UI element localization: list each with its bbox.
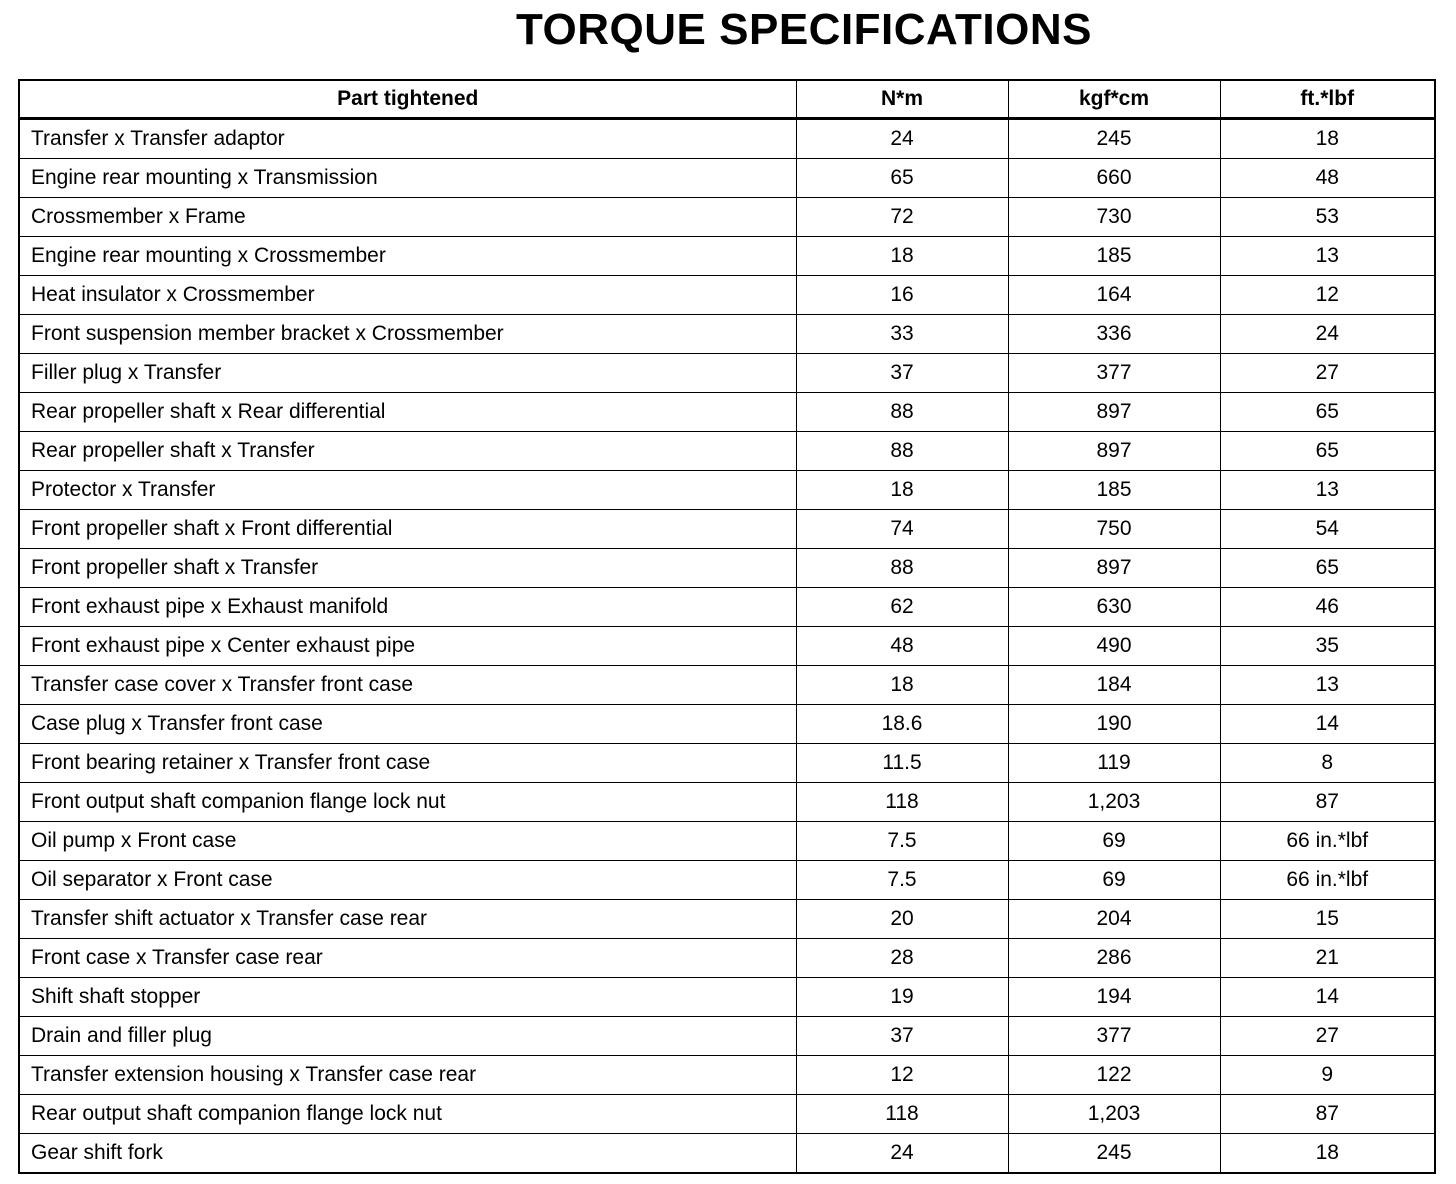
table-row: [19, 666, 1435, 705]
kgf-cm-cell: 122: [1008, 1056, 1220, 1095]
nm-cell: 118: [796, 1095, 1008, 1134]
kgf-cm-cell: 245: [1008, 119, 1220, 159]
kgf-cm-cell: 750: [1008, 510, 1220, 549]
ft-lbf-cell: 8: [1220, 744, 1435, 783]
nm-cell: 28: [796, 939, 1008, 978]
table-header: [19, 80, 1435, 119]
part-cell: Drain and filler plug: [19, 1017, 796, 1056]
kgf-cm-cell: 185: [1008, 237, 1220, 276]
ft-lbf-cell: 21: [1220, 939, 1435, 978]
nm-cell: 118: [796, 783, 1008, 822]
nm-cell: 88: [796, 393, 1008, 432]
nm-cell: 88: [796, 432, 1008, 471]
part-cell: Case plug x Transfer front case: [19, 705, 796, 744]
table-row: [19, 900, 1435, 939]
part-cell: Transfer extension housing x Transfer case rear: [19, 1056, 796, 1095]
part-cell: Heat insulator x Crossmember: [19, 276, 796, 315]
ft-lbf-cell: 54: [1220, 510, 1435, 549]
table-row: [19, 237, 1435, 276]
table-row: [19, 510, 1435, 549]
kgf-cm-cell: 730: [1008, 198, 1220, 237]
part-cell: Transfer case cover x Transfer front case: [19, 666, 796, 705]
part-cell: Filler plug x Transfer: [19, 354, 796, 393]
nm-cell: 33: [796, 315, 1008, 354]
part-cell: Transfer shift actuator x Transfer case rear: [19, 900, 796, 939]
kgf-cm-cell: 194: [1008, 978, 1220, 1017]
ft-lbf-cell: 13: [1220, 471, 1435, 510]
ft-lbf-cell: 87: [1220, 783, 1435, 822]
part-cell: Engine rear mounting x Transmission: [19, 159, 796, 198]
table-row: [19, 198, 1435, 237]
nm-cell: 16: [796, 276, 1008, 315]
nm-cell: 19: [796, 978, 1008, 1017]
ft-lbf-cell: 65: [1220, 549, 1435, 588]
table-row: [19, 783, 1435, 822]
ft-lbf-cell: 9: [1220, 1056, 1435, 1095]
kgf-cm-cell: 897: [1008, 432, 1220, 471]
nm-cell: 37: [796, 354, 1008, 393]
kgf-cm-cell: 490: [1008, 627, 1220, 666]
table-row: [19, 354, 1435, 393]
part-cell: Oil separator x Front case: [19, 861, 796, 900]
header-nm: N*m: [796, 80, 1008, 119]
kgf-cm-cell: 190: [1008, 705, 1220, 744]
table-row: [19, 939, 1435, 978]
table-row: [19, 978, 1435, 1017]
ft-lbf-cell: 48: [1220, 159, 1435, 198]
nm-cell: 74: [796, 510, 1008, 549]
kgf-cm-cell: 184: [1008, 666, 1220, 705]
nm-cell: 18: [796, 471, 1008, 510]
part-cell: Crossmember x Frame: [19, 198, 796, 237]
ft-lbf-cell: 53: [1220, 198, 1435, 237]
nm-cell: 11.5: [796, 744, 1008, 783]
ft-lbf-cell: 12: [1220, 276, 1435, 315]
ft-lbf-cell: 66 in.*lbf: [1220, 861, 1435, 900]
ft-lbf-cell: 65: [1220, 393, 1435, 432]
table-row: [19, 705, 1435, 744]
nm-cell: 7.5: [796, 861, 1008, 900]
table-row: [19, 549, 1435, 588]
part-cell: Front case x Transfer case rear: [19, 939, 796, 978]
kgf-cm-cell: 897: [1008, 549, 1220, 588]
part-cell: Oil pump x Front case: [19, 822, 796, 861]
page-title: TORQUE SPECIFICATIONS: [515, 5, 1093, 54]
kgf-cm-cell: 185: [1008, 471, 1220, 510]
nm-cell: 18: [796, 666, 1008, 705]
table-row: [19, 627, 1435, 666]
nm-cell: 24: [796, 1134, 1008, 1174]
nm-cell: 18: [796, 237, 1008, 276]
part-cell: Front propeller shaft x Front differential: [19, 510, 796, 549]
ft-lbf-cell: 18: [1220, 1134, 1435, 1174]
header-ft-lbf: ft.*lbf: [1220, 80, 1435, 119]
ft-lbf-cell: 27: [1220, 354, 1435, 393]
nm-cell: 24: [796, 119, 1008, 159]
kgf-cm-cell: 164: [1008, 276, 1220, 315]
part-cell: Protector x Transfer: [19, 471, 796, 510]
nm-cell: 7.5: [796, 822, 1008, 861]
table-body: [19, 119, 1435, 1174]
part-cell: Transfer x Transfer adaptor: [19, 119, 796, 159]
ft-lbf-cell: 35: [1220, 627, 1435, 666]
nm-cell: 88: [796, 549, 1008, 588]
ft-lbf-cell: 13: [1220, 666, 1435, 705]
part-cell: Rear propeller shaft x Transfer: [19, 432, 796, 471]
nm-cell: 65: [796, 159, 1008, 198]
nm-cell: 48: [796, 627, 1008, 666]
table-row: [19, 119, 1435, 159]
part-cell: Shift shaft stopper: [19, 978, 796, 1017]
kgf-cm-cell: 286: [1008, 939, 1220, 978]
ft-lbf-cell: 87: [1220, 1095, 1435, 1134]
kgf-cm-cell: 1,203: [1008, 1095, 1220, 1134]
nm-cell: 62: [796, 588, 1008, 627]
header-row: [19, 80, 1435, 119]
ft-lbf-cell: 14: [1220, 978, 1435, 1017]
table-row: [19, 432, 1435, 471]
table-row: [19, 159, 1435, 198]
table-row: [19, 861, 1435, 900]
kgf-cm-cell: 119: [1008, 744, 1220, 783]
nm-cell: 37: [796, 1017, 1008, 1056]
table-row: [19, 588, 1435, 627]
kgf-cm-cell: 660: [1008, 159, 1220, 198]
ft-lbf-cell: 66 in.*lbf: [1220, 822, 1435, 861]
table-row: [19, 744, 1435, 783]
kgf-cm-cell: 1,203: [1008, 783, 1220, 822]
kgf-cm-cell: 69: [1008, 822, 1220, 861]
ft-lbf-cell: 24: [1220, 315, 1435, 354]
part-cell: Front output shaft companion flange lock nut: [19, 783, 796, 822]
kgf-cm-cell: 204: [1008, 900, 1220, 939]
table-row: [19, 1017, 1435, 1056]
ft-lbf-cell: 13: [1220, 237, 1435, 276]
nm-cell: 72: [796, 198, 1008, 237]
ft-lbf-cell: 14: [1220, 705, 1435, 744]
kgf-cm-cell: 897: [1008, 393, 1220, 432]
ft-lbf-cell: 15: [1220, 900, 1435, 939]
kgf-cm-cell: 245: [1008, 1134, 1220, 1174]
part-cell: Rear propeller shaft x Rear differential: [19, 393, 796, 432]
table-row: [19, 393, 1435, 432]
part-cell: Front propeller shaft x Transfer: [19, 549, 796, 588]
table-row: [19, 276, 1435, 315]
part-cell: Engine rear mounting x Crossmember: [19, 237, 796, 276]
table-row: [19, 471, 1435, 510]
header-kgf-cm: kgf*cm: [1008, 80, 1220, 119]
table-row: [19, 822, 1435, 861]
part-cell: Rear output shaft companion flange lock nut: [19, 1095, 796, 1134]
nm-cell: 12: [796, 1056, 1008, 1095]
part-cell: Front exhaust pipe x Exhaust manifold: [19, 588, 796, 627]
ft-lbf-cell: 18: [1220, 119, 1435, 159]
table-row: [19, 1056, 1435, 1095]
nm-cell: 18.6: [796, 705, 1008, 744]
kgf-cm-cell: 630: [1008, 588, 1220, 627]
table-row: [19, 1134, 1435, 1174]
table-row: [19, 315, 1435, 354]
table-row: [19, 1095, 1435, 1134]
kgf-cm-cell: 69: [1008, 861, 1220, 900]
part-cell: Front bearing retainer x Transfer front case: [19, 744, 796, 783]
part-cell: Front suspension member bracket x Crossmember: [19, 315, 796, 354]
kgf-cm-cell: 336: [1008, 315, 1220, 354]
ft-lbf-cell: 27: [1220, 1017, 1435, 1056]
nm-cell: 20: [796, 900, 1008, 939]
part-cell: Gear shift fork: [19, 1134, 796, 1174]
ft-lbf-cell: 65: [1220, 432, 1435, 471]
part-cell: Front exhaust pipe x Center exhaust pipe: [19, 627, 796, 666]
header-part-tightened: Part tightened: [19, 80, 796, 119]
torque-spec-table: [18, 79, 1436, 1174]
kgf-cm-cell: 377: [1008, 1017, 1220, 1056]
kgf-cm-cell: 377: [1008, 354, 1220, 393]
ft-lbf-cell: 46: [1220, 588, 1435, 627]
